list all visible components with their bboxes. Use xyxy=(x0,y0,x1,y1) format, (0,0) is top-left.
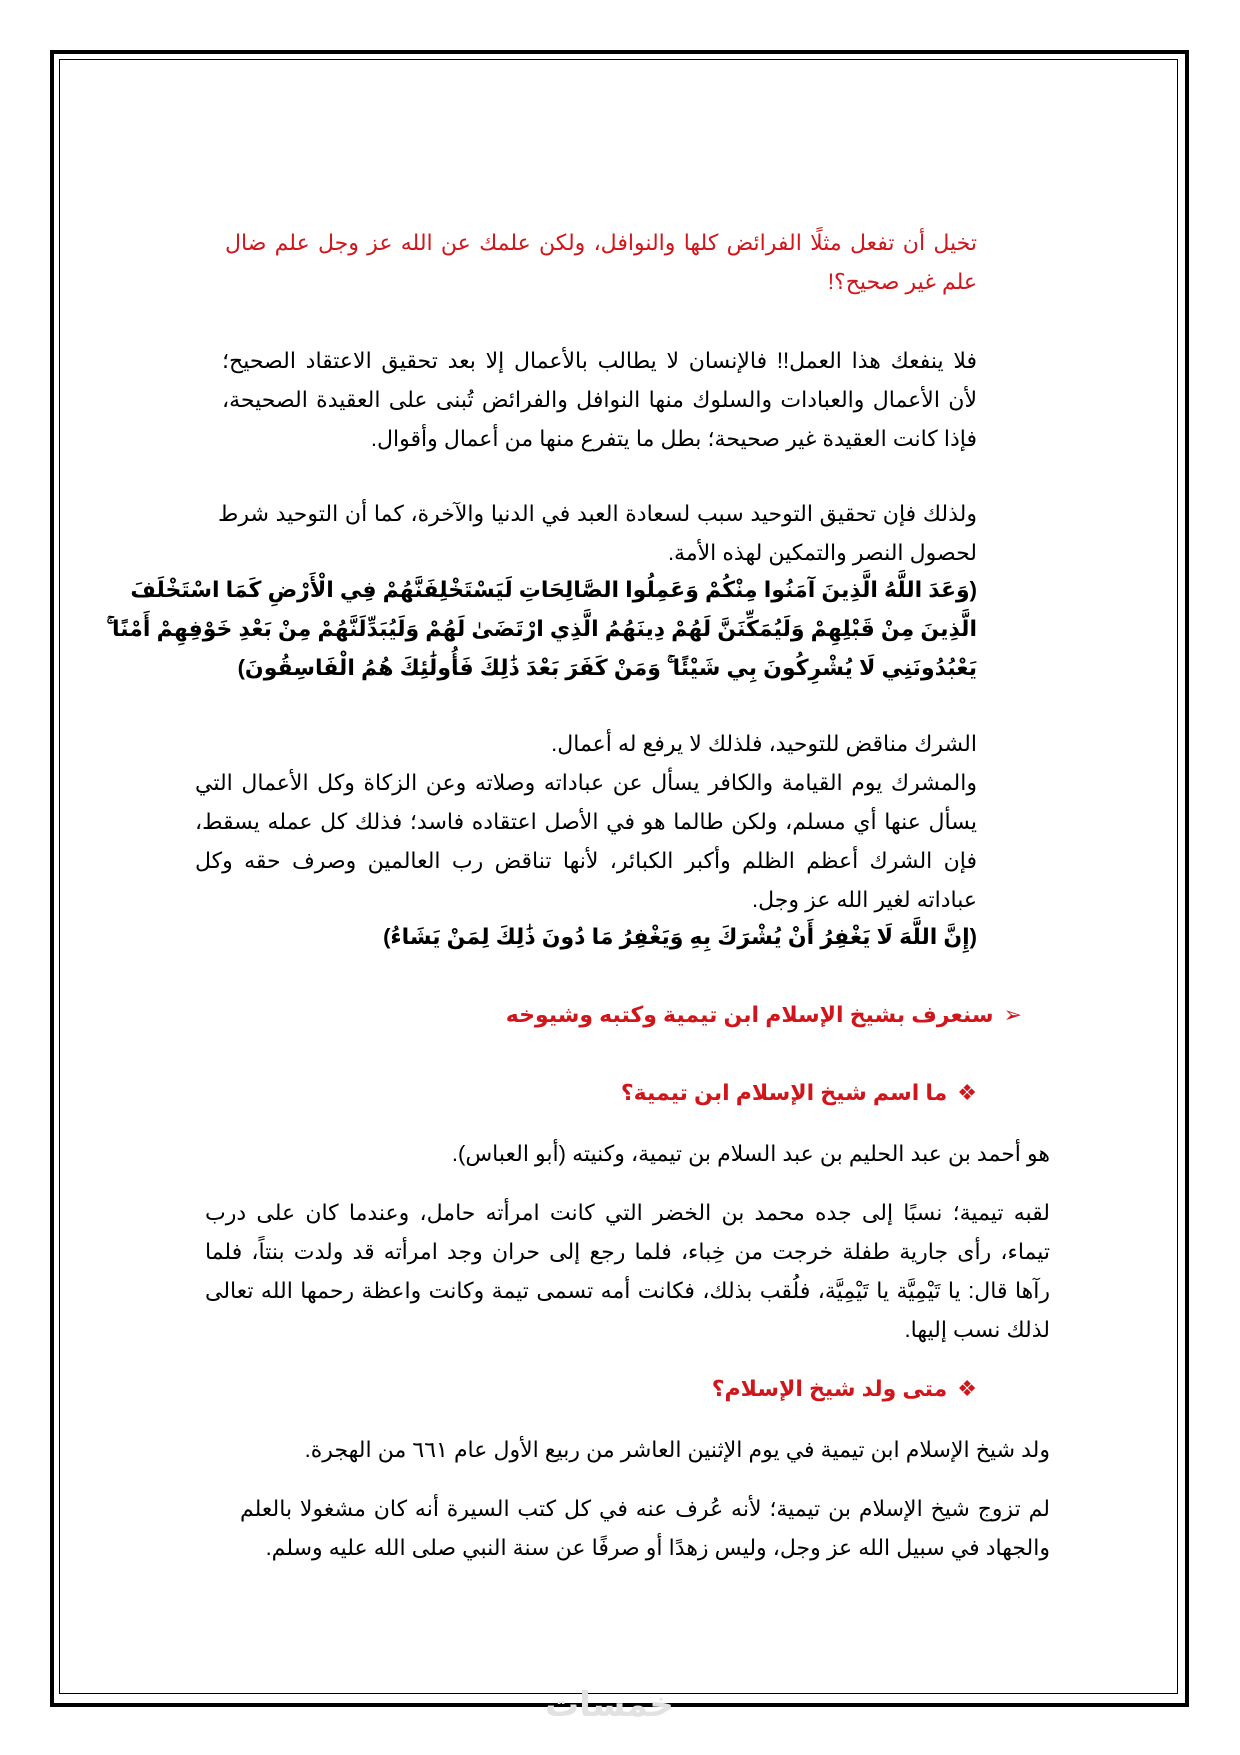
diamond-bullet-icon: ❖ xyxy=(957,1080,977,1105)
diamond-bullet-icon: ❖ xyxy=(957,1376,977,1401)
quran-verse-nur xyxy=(106,570,977,687)
text-line: ولد شيخ الإسلام ابن تيمية في يوم الإثنين العاشر من ربيع الأول عام ٦٦١ من الهجرة. xyxy=(304,1437,1050,1462)
subheading-birth xyxy=(712,1376,977,1402)
quran-verse-nisa xyxy=(300,917,977,956)
heading-text: متى ولد شيخ الإسلام؟ xyxy=(711,1376,948,1401)
text-line: الَّذِينَ مِنْ قَبْلِهِمْ وَلَيُمَكِّنَنَّ لَهُمْ دِينَهُمُ الَّذِي ارْتَضَىٰ لَهُمْ وَلَيُبَدِّلَنَّهُمْ مِنْ بَعْدِ خَوْفِهِمْ أَمْنًا ۚ xyxy=(106,616,977,641)
text-line: فلا ينفعك هذا العمل!! فالإنسان لا يطالب بالأعمال إلا بعد تحقيق الاعتقاد الصحيح؛ xyxy=(222,348,977,373)
paragraph-title xyxy=(205,1193,1050,1349)
text-line: لذلك نسب إليها. xyxy=(904,1317,1050,1342)
paragraph-marriage xyxy=(240,1489,1050,1567)
text-line: والجهاد في سبيل الله عز وجل، وليس زهدًا أو صرفًا عن سنة النبي صلى الله عليه وسلم. xyxy=(265,1535,1050,1560)
text-line: فإذا كانت العقيدة غير صحيحة؛ بطل ما يتفرع منها من أعمال وأقوال. xyxy=(370,426,977,451)
paragraph-tawhid xyxy=(218,494,977,572)
text-line: الشرك مناقض للتوحيد، فلذلك لا يرفع له أعمال. xyxy=(551,731,977,756)
heading-text: سنعرف بشيخ الإسلام ابن تيمية وكتبه وشيوخه xyxy=(505,1002,994,1027)
intro-question xyxy=(225,223,977,301)
text-line: ولذلك فإن تحقيق التوحيد سبب لسعادة العبد في الدنيا والآخرة، كما أن التوحيد شرط xyxy=(218,501,977,526)
text-line: (وَعَدَ اللَّهُ الَّذِينَ آمَنُوا مِنْكُمْ وَعَمِلُوا الصَّالِحَاتِ لَيَسْتَخْلِفَنَّهُمْ فِي الْأَرْضِ كَمَا اسْتَخْلَفَ xyxy=(130,577,977,602)
text-line: عباداته لغير الله عز وجل. xyxy=(752,887,977,912)
section-heading xyxy=(506,1002,1022,1028)
text-line: رآها قال: يا تَيْمِيَّة يا تَيْمِيَّة، فلُقب بذلك، فكانت أمه تسمى تيمة وكانت واعظة رحمها الله تعالى xyxy=(205,1278,1050,1303)
text-line: لقبه تيمية؛ نسبًا إلى جده محمد بن الخضر التي كانت امرأته حامل، وعندما كان على درب xyxy=(205,1200,1050,1225)
text-line: لأن الأعمال والعبادات والسلوك منها النوافل والفرائض تُبنى على العقيدة الصحيحة، xyxy=(222,387,977,412)
text-line: تخيل أن تفعل مثلًا الفرائض كلها والنوافل، ولكن علمك عن الله عز وجل علم ضال xyxy=(225,230,977,255)
text-line: يَعْبُدُونَنِي لَا يُشْرِكُونَ بِي شَيْئًا ۚ وَمَنْ كَفَرَ بَعْدَ ذَٰلِكَ فَأُولَٰئِكَ هُمُ الْفَاسِقُونَ) xyxy=(237,655,977,680)
text-line: فإن الشرك أعظم الظلم وأكبر الكبائر، لأنها تناقض رب العالمين وصرف حقه وكل xyxy=(195,848,977,873)
text-line: والمشرك يوم القيامة والكافر يسأل عن عباداته وصلاته وعن الزكاة وكل الأعمال التي xyxy=(195,770,977,795)
paragraph-name xyxy=(400,1134,1050,1173)
text-line: يسأل عنها أي مسلم، ولكن طالما هو في الأصل اعتقاده فاسد؛ فذلك كل عمله يسقط، xyxy=(195,809,977,834)
paragraph-deeds xyxy=(222,341,977,458)
text-line: (إِنَّ اللَّهَ لَا يَغْفِرُ أَنْ يُشْرَكَ بِهِ وَيَغْفِرُ مَا دُونَ ذَٰلِكَ لِمَنْ يَشَاءُ) xyxy=(383,924,977,949)
text-line: هو أحمد بن عبد الحليم بن عبد السلام بن تيمية، وكنيته (أبو العباس). xyxy=(451,1141,1050,1166)
text-line: تيماء، رأى جارية طفلة خرجت من خِباء، فلما رجع إلى حران وجد امرأته قد ولدت بنتاً، فلما xyxy=(205,1239,1050,1264)
text-line: لم تزوج شيخ الإسلام بن تيمية؛ لأنه عُرف عنه في كل كتب السيرة أنه كان مشغولا بالعلم xyxy=(240,1496,1050,1521)
text-line: لحصول النصر والتمكين لهذه الأمة. xyxy=(667,540,977,565)
paragraph-birth xyxy=(250,1430,1050,1469)
subheading-name xyxy=(621,1080,977,1106)
watermark-logo: خمسات xyxy=(545,1686,674,1724)
paragraph-shirk xyxy=(195,724,977,919)
text-line: علم غير صحيح؟! xyxy=(827,269,977,294)
arrow-bullet-icon: ➢ xyxy=(1003,1002,1022,1027)
heading-text: ما اسم شيخ الإسلام ابن تيمية؟ xyxy=(620,1080,948,1105)
